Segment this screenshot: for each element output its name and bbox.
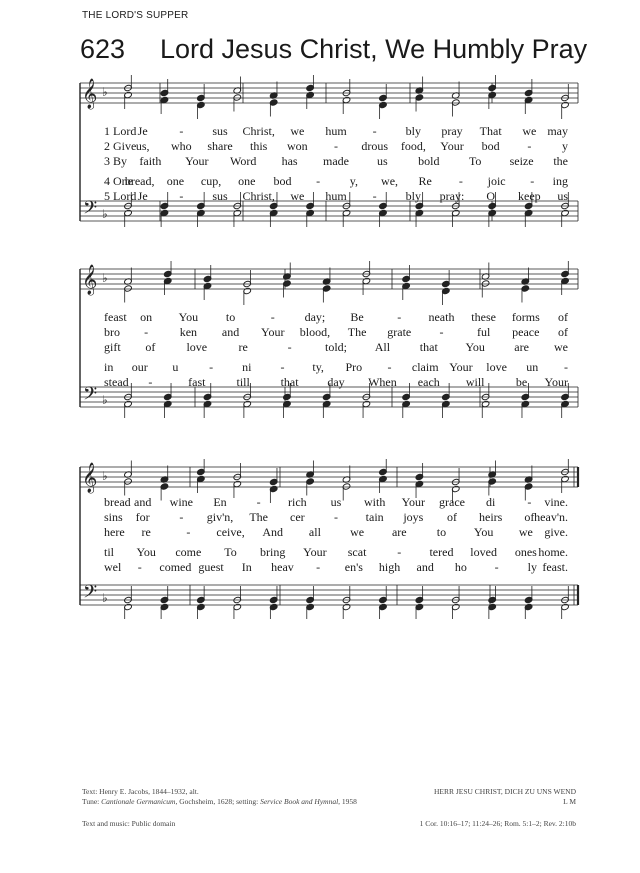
lyric-syllable: When xyxy=(368,375,397,389)
lyric-syllable: ing xyxy=(552,174,568,188)
lyric-syllable: Je xyxy=(137,189,148,203)
meter: L M xyxy=(563,797,576,806)
lyric-syllable: these xyxy=(471,310,496,324)
lyric-syllable: of xyxy=(145,340,156,354)
lyric-syllable: share xyxy=(207,139,233,153)
lyric-syllable: forms xyxy=(511,310,540,324)
lyric-syllable: - xyxy=(527,495,532,509)
lyric-syllable: bod xyxy=(273,174,292,188)
lyric-syllable: us, xyxy=(135,139,150,153)
lyric-syllable: 5 Lord xyxy=(104,189,137,203)
lyric-syllable: bly xyxy=(405,124,421,138)
lyric-syllable: Your xyxy=(440,139,464,153)
lyric-syllable: wel xyxy=(104,560,122,574)
lyric-syllable: seize xyxy=(509,154,534,168)
lyric-syllable: we xyxy=(290,124,305,138)
lyric-syllable: who xyxy=(170,139,192,153)
lyric-syllable: us xyxy=(377,154,388,168)
svg-text:𝄞: 𝄞 xyxy=(82,265,98,295)
lyric-syllable: en's xyxy=(344,560,363,574)
lyric-syllable: Your xyxy=(303,545,327,559)
lyric-syllable: bod xyxy=(481,139,500,153)
lyric-syllable: hum xyxy=(325,189,347,203)
lyric-syllable: bread xyxy=(104,495,131,509)
lyric-syllable: made xyxy=(323,154,349,168)
lyric-syllable: di xyxy=(485,495,496,509)
lyric-syllable: re xyxy=(141,525,151,539)
lyric-syllable: 1 Lord xyxy=(104,124,137,138)
lyric-syllable: Word xyxy=(230,154,257,168)
lyric-syllable: the xyxy=(553,154,568,168)
lyric-syllable: love xyxy=(186,340,208,354)
lyric-syllable: food, xyxy=(400,139,426,153)
lyric-syllable: and xyxy=(133,495,152,509)
lyric-syllable: re xyxy=(238,340,248,354)
lyric-syllable: love xyxy=(486,360,507,374)
lyric-syllable: one xyxy=(166,174,185,188)
lyric-syllable: - xyxy=(372,124,377,138)
copyright: Text and music: Public domain xyxy=(82,819,176,828)
lyric-syllable: un xyxy=(526,360,539,374)
lyric-syllable: Pro xyxy=(345,360,363,374)
lyric-syllable: O xyxy=(486,189,495,203)
lyric-syllable: day xyxy=(327,375,345,389)
lyric-syllable: - xyxy=(270,310,275,324)
lyric-syllable: - xyxy=(256,495,261,509)
lyric-syllable: - xyxy=(334,139,338,153)
lyric-syllable: And xyxy=(262,525,284,539)
lyric-syllable: be xyxy=(515,375,528,389)
lyric-syllable: each xyxy=(417,375,440,389)
lyric-syllable: - xyxy=(334,510,338,524)
lyric-syllable: - xyxy=(564,360,568,374)
lyric-syllable: giv'n, xyxy=(206,510,234,524)
lyric-syllable: To xyxy=(468,154,482,168)
svg-text:♭: ♭ xyxy=(102,469,108,483)
lyric-syllable: - xyxy=(397,310,402,324)
lyric-syllable: Your xyxy=(544,375,568,389)
lyric-syllable: - xyxy=(439,325,444,339)
lyric-syllable: pray: xyxy=(439,189,465,203)
lyric-syllable: on xyxy=(140,310,153,324)
lyric-syllable: - xyxy=(287,340,292,354)
lyric-syllable: of xyxy=(558,325,568,339)
lyric-syllable: claim xyxy=(411,360,439,374)
lyric-syllable: heav xyxy=(271,560,294,574)
lyric-syllable: one xyxy=(238,174,256,188)
lyric-syllable: You xyxy=(465,340,485,354)
lyric-syllable: joic xyxy=(487,174,506,188)
lyric-syllable: - xyxy=(179,124,184,138)
lyric-syllable: to xyxy=(225,310,236,324)
svg-text:𝄢: 𝄢 xyxy=(83,384,98,409)
lyric-syllable: grace xyxy=(439,495,465,509)
lyric-syllable: comed xyxy=(159,560,192,574)
svg-text:♭: ♭ xyxy=(102,393,108,407)
lyric-syllable: cup, xyxy=(200,174,222,188)
lyric-syllable: we, xyxy=(381,174,399,188)
lyric-syllable: ty, xyxy=(312,360,324,374)
lyric-syllable: You xyxy=(178,310,199,324)
svg-text:𝄞: 𝄞 xyxy=(82,463,98,493)
lyric-syllable: won xyxy=(286,139,308,153)
lyric-syllable: come xyxy=(175,545,202,559)
lyric-syllable: - xyxy=(209,360,214,374)
lyric-syllable: of xyxy=(558,310,568,324)
lyric-syllable: ken xyxy=(179,325,198,339)
lyric-syllable: Your xyxy=(449,360,473,374)
lyric-syllable: for xyxy=(135,510,150,524)
lyric-syllable: has xyxy=(281,154,298,168)
lyric-syllable: Your xyxy=(260,325,285,339)
lyric-syllable: - xyxy=(372,189,377,203)
lyric-syllable: Be xyxy=(350,310,364,324)
lyric-syllable: y xyxy=(562,139,568,153)
music-system-1 xyxy=(0,75,640,235)
lyric-syllable: may xyxy=(547,124,568,138)
lyric-syllable: - xyxy=(179,510,184,524)
lyric-syllable: feast xyxy=(104,310,127,324)
lyric-syllable: sus xyxy=(212,189,228,203)
lyric-syllable: gift xyxy=(104,340,121,354)
lyric-syllable: heav'n. xyxy=(534,510,568,524)
lyric-syllable: we xyxy=(290,189,305,203)
lyric-syllable: keep xyxy=(518,189,541,203)
lyric-syllable: loved xyxy=(470,545,497,559)
lyric-syllable: we xyxy=(518,525,533,539)
lyric-syllable: En xyxy=(213,495,227,509)
lyric-syllable: tain xyxy=(365,510,384,524)
lyric-syllable: that xyxy=(419,340,438,354)
lyric-syllable: this xyxy=(249,139,268,153)
lyric-syllable: ly xyxy=(527,560,537,574)
lyric-syllable: us xyxy=(330,495,342,509)
lyric-syllable: - xyxy=(527,139,532,153)
lyric-syllable: we xyxy=(522,124,537,138)
lyric-syllable: of xyxy=(524,510,535,524)
lyric-syllable: joys xyxy=(403,510,424,524)
lyric-syllable: - xyxy=(280,360,285,374)
lyric-syllable: faith xyxy=(139,154,162,168)
lyric-syllable: bring xyxy=(260,545,286,559)
lyric-syllable: that xyxy=(280,375,299,389)
lyric-syllable: wine xyxy=(169,495,193,509)
lyric-syllable: bro xyxy=(104,325,120,339)
lyric-syllable: here xyxy=(104,525,125,539)
lyric-syllable: and xyxy=(416,560,434,574)
lyric-syllable: - xyxy=(397,545,402,559)
lyric-syllable: pray xyxy=(441,124,463,138)
lyric-syllable: blood, xyxy=(299,325,331,339)
lyric-syllable: will xyxy=(465,375,485,389)
lyric-syllable: ful xyxy=(476,325,491,339)
lyric-syllable: with xyxy=(363,495,386,509)
svg-text:♭: ♭ xyxy=(102,85,108,99)
lyric-syllable: bold xyxy=(418,154,440,168)
lyric-syllable: home. xyxy=(538,545,568,559)
lyric-syllable: You xyxy=(136,545,156,559)
svg-text:𝄢: 𝄢 xyxy=(83,198,98,223)
lyric-syllable: heirs xyxy=(478,510,503,524)
music-system-2 xyxy=(0,261,640,421)
lyric-syllable: give. xyxy=(544,525,568,539)
lyric-syllable: The xyxy=(249,510,268,524)
lyric-syllable: cer xyxy=(290,510,305,524)
lyric-syllable: ones xyxy=(514,545,537,559)
lyric-syllable: feast. xyxy=(542,560,568,574)
lyric-syllable: scat xyxy=(347,545,367,559)
lyric-syllable: Christ, xyxy=(242,189,275,203)
lyric-syllable: - xyxy=(179,189,184,203)
lyric-syllable: Re xyxy=(418,174,432,188)
lyric-syllable: - xyxy=(494,560,499,574)
music-system-3 xyxy=(0,459,640,619)
lyric-syllable: u xyxy=(172,360,179,374)
lyric-syllable: sus xyxy=(212,124,228,138)
lyric-syllable: - xyxy=(316,560,321,574)
lyric-syllable: neath xyxy=(428,310,455,324)
lyric-syllable: Je xyxy=(137,124,148,138)
lyric-syllable: drous xyxy=(361,139,388,153)
lyric-syllable: - xyxy=(186,525,191,539)
lyric-syllable: All xyxy=(374,340,391,354)
lyric-syllable: told; xyxy=(324,340,348,354)
lyric-syllable: of xyxy=(447,510,457,524)
lyric-syllable: sins xyxy=(104,510,123,524)
lyric-syllable: we xyxy=(350,525,365,539)
lyric-syllable: In xyxy=(241,560,252,574)
lyric-syllable: Christ, xyxy=(242,124,275,138)
lyric-syllable: to xyxy=(436,525,447,539)
lyric-syllable: ni xyxy=(242,360,252,374)
lyric-syllable: stead xyxy=(104,375,129,389)
lyric-syllable: tered xyxy=(429,545,454,559)
svg-text:♭: ♭ xyxy=(102,207,108,221)
lyric-syllable: 3 By xyxy=(104,154,128,168)
lyric-syllable: are xyxy=(391,525,407,539)
lyric-syllable: hum xyxy=(325,124,347,138)
lyric-syllable: rich xyxy=(288,495,307,509)
lyric-syllable: 2 Give xyxy=(104,139,137,153)
lyric-syllable: ceive, xyxy=(216,525,245,539)
lyric-syllable: y, xyxy=(349,174,358,188)
lyric-syllable: - xyxy=(148,375,153,389)
lyric-syllable: us xyxy=(557,189,568,203)
lyric-syllable: bly xyxy=(405,189,421,203)
lyric-syllable: and xyxy=(221,325,240,339)
lyric-syllable: You xyxy=(473,525,494,539)
lyric-syllable: fast xyxy=(188,375,206,389)
svg-text:♭: ♭ xyxy=(102,591,108,605)
lyric-syllable: vine. xyxy=(544,495,568,509)
scripture-refs: 1 Cor. 10:16–17; 11:24–26; Rom. 5:1–2; Rev. 2:10b xyxy=(419,819,576,828)
lyric-syllable: - xyxy=(144,325,149,339)
section-header: THE LORD'S SUPPER xyxy=(82,10,189,21)
lyric-syllable: we xyxy=(554,340,568,354)
lyric-syllable: - xyxy=(137,560,142,574)
lyric-syllable: Your xyxy=(401,495,426,509)
hymn-title: Lord Jesus Christ, We Humbly Pray xyxy=(160,34,588,64)
lyric-syllable: till xyxy=(236,375,250,389)
lyric-syllable: To xyxy=(224,545,237,559)
lyric-syllable: - xyxy=(316,174,321,188)
lyric-syllable: - xyxy=(458,174,463,188)
lyric-syllable: in xyxy=(104,360,114,374)
lyric-syllable: The xyxy=(347,325,367,339)
lyric-syllable: grate xyxy=(387,325,412,339)
lyric-syllable: - xyxy=(530,174,535,188)
tune-credit: Tune: Cantionale Germanicum, Gochsheim, 1628; setting: Service Book and Hymnal, 1958 xyxy=(82,797,357,806)
lyric-syllable: all xyxy=(308,525,321,539)
lyric-syllable: That xyxy=(479,124,502,138)
svg-text:♭: ♭ xyxy=(102,271,108,285)
lyric-syllable: our xyxy=(131,360,148,374)
lyric-syllable: high xyxy=(378,560,401,574)
lyric-syllable: are xyxy=(514,340,529,354)
svg-text:𝄢: 𝄢 xyxy=(83,582,98,607)
lyric-syllable: peace xyxy=(512,325,540,339)
lyric-syllable: til xyxy=(104,545,115,559)
tune-title: HERR JESU CHRIST, DICH ZU UNS WEND xyxy=(433,787,576,796)
text-credit: Text: Henry E. Jacobs, 1844–1932, alt. xyxy=(82,787,199,796)
lyric-syllable: - xyxy=(387,360,392,374)
lyric-syllable: guest xyxy=(198,560,224,574)
svg-text:𝄞: 𝄞 xyxy=(82,79,98,109)
lyric-syllable: Your xyxy=(185,154,209,168)
lyric-syllable: ho xyxy=(454,560,467,574)
hymn-number: 623 xyxy=(80,34,126,64)
lyric-syllable: day; xyxy=(304,310,326,324)
lyric-syllable: 4 One xyxy=(104,174,133,188)
lyric-syllable: bread, xyxy=(124,174,155,188)
